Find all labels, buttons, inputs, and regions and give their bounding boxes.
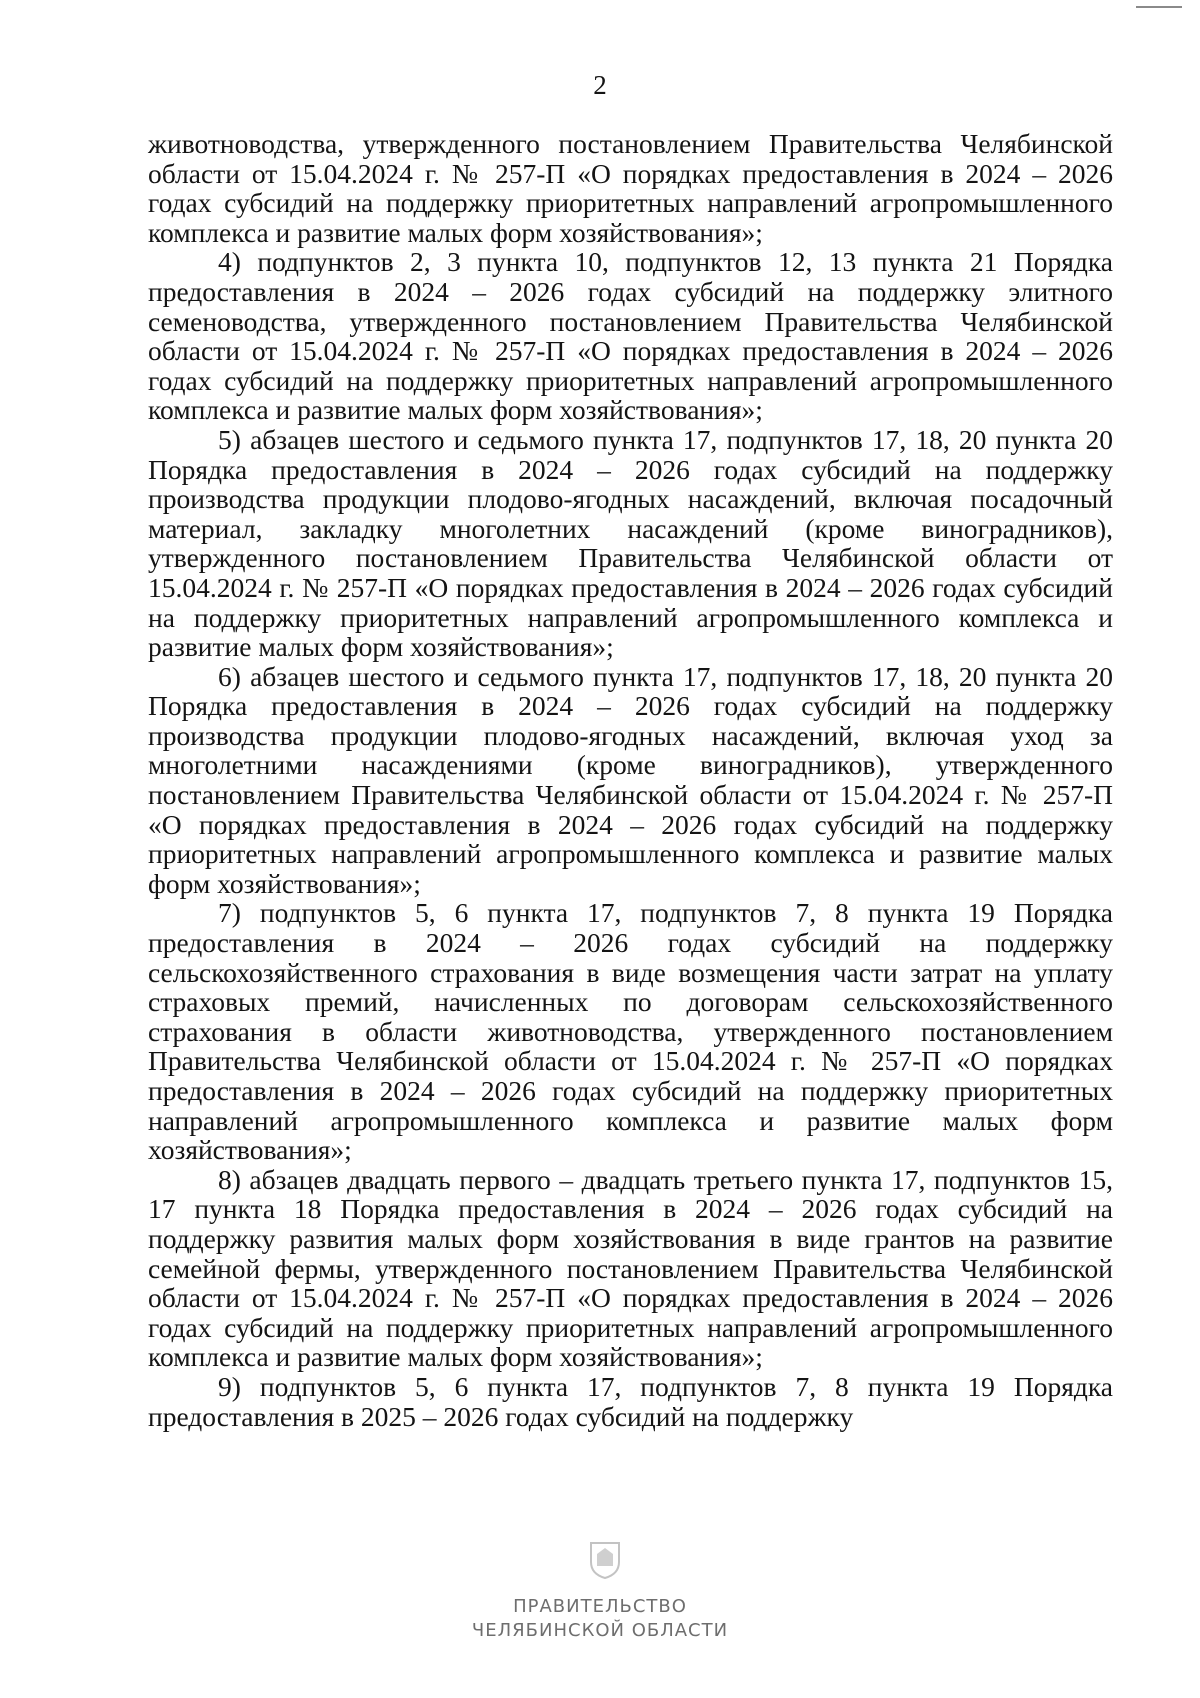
document-body <box>148 129 1113 1431</box>
paragraph-continuation: животноводства, утвержденного постановлением Правительства Челябинской области от 15.04.2024 г. № 257-П «О порядках предоставления в 2024 – 2026 годах субсидий на поддержку приоритетных направлений агропромышленного комплекса и развитие малых форм хозяйствования»; <box>148 128 1113 248</box>
paragraph-item-5: 5) абзацев шестого и седьмого пункта 17, подпунктов 17, 18, 20 пункта 20 Порядка предоставления в 2024 – 2026 годах субсидий на поддержку производства продукции плодово-ягодных насаждений, включая посадочный материал, закладку многолетних насаждений (кроме виноградников), утвержденного постановлением Правительства Челябинской области от 15.04.2024 г. № 257-П «О порядках предоставления в 2024 – 2026 годах субсидий на поддержку приоритетных направлений агропромышленного комплекса и развитие малых форм хозяйствования»; <box>148 423 1113 663</box>
paragraph-item-6: 6) абзацев шестого и седьмого пункта 17, подпунктов 17, 18, 20 пункта 20 Порядка предоставления в 2024 – 2026 годах субсидий на поддержку производства продукции плодово-ягодных насаждений, включая уход за многолетними насаждениями (кроме виноградников), утвержденного постановлением Правительства Челябинской области от 15.04.2024 г. № 257-П «О порядках предоставления в 2024 – 2026 годах субсидий на поддержку приоритетных направлений агропромышленного комплекса и развитие малых форм хозяйствования»; <box>148 660 1113 899</box>
paragraph-item-9: 9) подпунктов 5, 6 пункта 17, подпунктов 7, 8 пункта 19 Порядка предоставления в 2025 – 2026 годах субсидий на поддержку <box>148 1370 1113 1432</box>
government-stamp <box>0 1540 1200 1690</box>
stamp-line-government: ПРАВИТЕЛЬСТВО <box>513 1596 687 1617</box>
paragraph-item-4: 4) подпунктов 2, 3 пункта 10, подпунктов 12, 13 пункта 21 Порядка предоставления в 2024 – 2026 годах субсидий на поддержку элитного семеноводства, утвержденного постановлением Правительства Челябинской области от 15.04.2024 г. № 257-П «О порядках предоставления в 2024 – 2026 годах субсидий на поддержку приоритетных направлений агропромышленного комплекса и развитие малых форм хозяйствования»; <box>148 246 1113 426</box>
paragraph-item-7: 7) подпунктов 5, 6 пункта 17, подпунктов 7, 8 пункта 19 Порядка предоставления в 2024 – 2026 годах субсидий на поддержку сельскохозяйственного страхования в виде возмещения части затрат на уплату страховых премий, начисленных по договорам сельскохозяйственного страхования в области животноводства, утвержденного постановлением Правительства Челябинской области от 15.04.2024 г. № 257-П «О порядках предоставления в 2024 – 2026 годах субсидий на поддержку приоритетных направлений агропромышленного комплекса и развитие малых форм хозяйствования»; <box>148 897 1113 1166</box>
page-number: 2 <box>593 70 607 100</box>
coat-of-arms-icon <box>588 1540 622 1580</box>
stamp-line-region: ЧЕЛЯБИНСКОЙ ОБЛАСТИ <box>471 1620 729 1641</box>
paragraph-item-8: 8) абзацев двадцать первого – двадцать третьего пункта 17, подпунктов 15, 17 пункта 18 Порядка предоставления в 2024 – 2026 годах субсидий на поддержку развития малых форм хозяйствования в виде грантов на развитие семейной фермы, утвержденного постановлением Правительства Челябинской области от 15.04.2024 г. № 257-П «О порядках предоставления в 2024 – 2026 годах субсидий на поддержку приоритетных направлений агропромышленного комплекса и развитие малых форм хозяйствования»; <box>148 1163 1113 1373</box>
scan-edge-mark <box>1136 6 1182 8</box>
